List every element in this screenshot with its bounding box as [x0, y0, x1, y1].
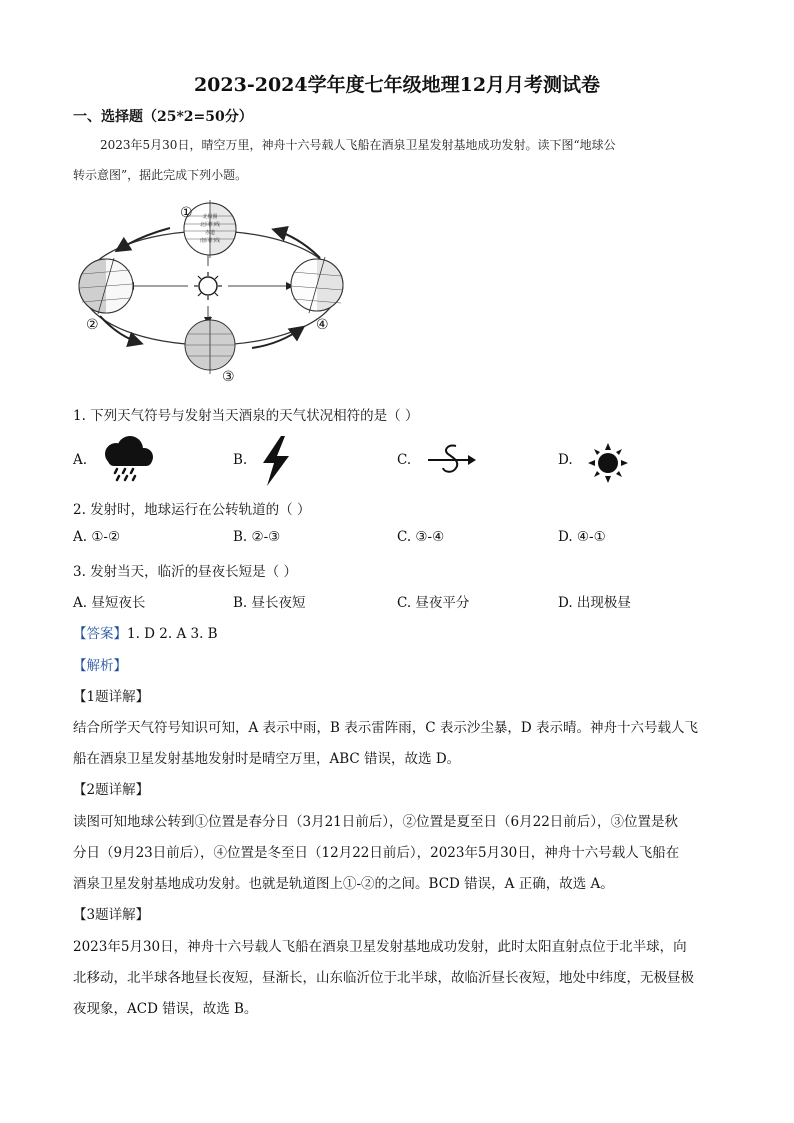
detail-2-line-2: 分日（9月23日前后），④位置是冬至日（12月22日前后），2023年5月30日，神舟十六号载人飞船在 — [73, 845, 680, 861]
earth-position-4 — [291, 257, 343, 313]
sun-icon — [194, 272, 222, 300]
q1-option-b-label: B. — [233, 452, 248, 468]
position-label-2: ② — [86, 317, 99, 333]
sun-icon — [588, 443, 628, 483]
page-title: 2023-2024学年度七年级地理12月月考测试卷 — [193, 74, 601, 96]
detail-3-heading: 【3题详解】 — [73, 907, 150, 923]
q3-option-d: D. 出现极昼 — [558, 595, 631, 611]
answer-label: 【答案】 — [73, 626, 127, 642]
answer-text: 1. D 2. A 3. B — [127, 626, 218, 642]
position-label-4: ④ — [316, 317, 329, 333]
detail-2-heading: 【2题详解】 — [73, 782, 150, 798]
earth-revolution-diagram — [70, 198, 360, 386]
q3-option-b: B. 昼长夜短 — [233, 595, 306, 611]
globe-label-equator: 赤道 — [204, 230, 216, 236]
q1-option-a-label: A. — [73, 452, 88, 468]
detail-1-line-2: 船在酒泉卫星发射基地发射时是晴空万里，ABC 错误，故选 D。 — [73, 751, 461, 767]
detail-3-line-3: 夜现象，ACD 错误，故选 B。 — [73, 1001, 258, 1017]
q2-option-b: B. ②-③ — [233, 529, 281, 545]
q1-option-c-label: C. — [397, 452, 412, 468]
detail-3-line-1: 2023年5月30日，神舟十六号载人飞船在酒泉卫星发射基地成功发射，此时太阳直射点位于北半球，向 — [73, 939, 687, 955]
globe-label-arctic: 北极圈 — [202, 214, 218, 220]
question-1-stem: 1. 下列天气符号与发射当天酒泉的天气状况相符的是（ ） — [73, 408, 419, 424]
globe-label-cancer: 北回归线 — [199, 222, 221, 228]
globe-label-capricorn: 南回归线 — [199, 238, 221, 244]
detail-3-line-2: 北移动，北半球各地昼长夜短，昼渐长，山东临沂位于北半球，故临沂昼长夜短，地处中纬度，无极昼极 — [73, 970, 694, 986]
answer-line — [73, 622, 218, 642]
rain-cloud-icon — [100, 434, 156, 482]
q2-option-a: A. ①-② — [73, 529, 121, 545]
position-label-1: ① — [180, 205, 193, 221]
intro-line-2: 转示意图”，据此完成下列小题。 — [73, 168, 248, 182]
intro-line-1: 2023年5月30日，晴空万里，神舟十六号载人飞船在酒泉卫星发射基地成功发射。读下图“地球公 — [100, 138, 616, 152]
detail-2-line-1: 读图可知地球公转到①位置是春分日（3月21日前后），②位置是夏至日（6月22日前后），③位置是秋 — [73, 814, 679, 830]
detail-1-line-1: 结合所学天气符号知识可知，A 表示中雨，B 表示雷阵雨，C 表示沙尘暴，D 表示晴。神舟十六号载人飞 — [73, 720, 698, 736]
detail-1-heading: 【1题详解】 — [73, 689, 150, 705]
section-heading: 一、选择题（25*2=50分） — [73, 109, 253, 125]
q1-option-d-label: D. — [558, 452, 573, 468]
lightning-icon — [259, 436, 293, 486]
analysis-label: 【解析】 — [73, 658, 127, 674]
q3-option-a: A. 昼短夜长 — [73, 595, 146, 611]
q2-option-d: D. ④-① — [558, 529, 606, 545]
q2-option-c: C. ③-④ — [397, 529, 445, 545]
q3-option-c: C. 昼夜平分 — [397, 595, 470, 611]
earth-position-3 — [185, 316, 235, 374]
position-label-3: ③ — [222, 369, 235, 385]
orbit-arrow-bottom-left — [100, 316, 140, 343]
earth-position-2 — [79, 258, 133, 314]
sandstorm-icon — [426, 442, 478, 478]
detail-2-line-3: 酒泉卫星发射基地成功发射。也就是轨道图上①-②的之间。BCD 错误，A 正确，故选 A。 — [73, 876, 614, 892]
question-3-stem: 3. 发射当天，临沂的昼夜长短是（ ） — [73, 564, 297, 580]
question-2-stem: 2. 发射时，地球运行在公转轨道的（ ） — [73, 502, 311, 518]
